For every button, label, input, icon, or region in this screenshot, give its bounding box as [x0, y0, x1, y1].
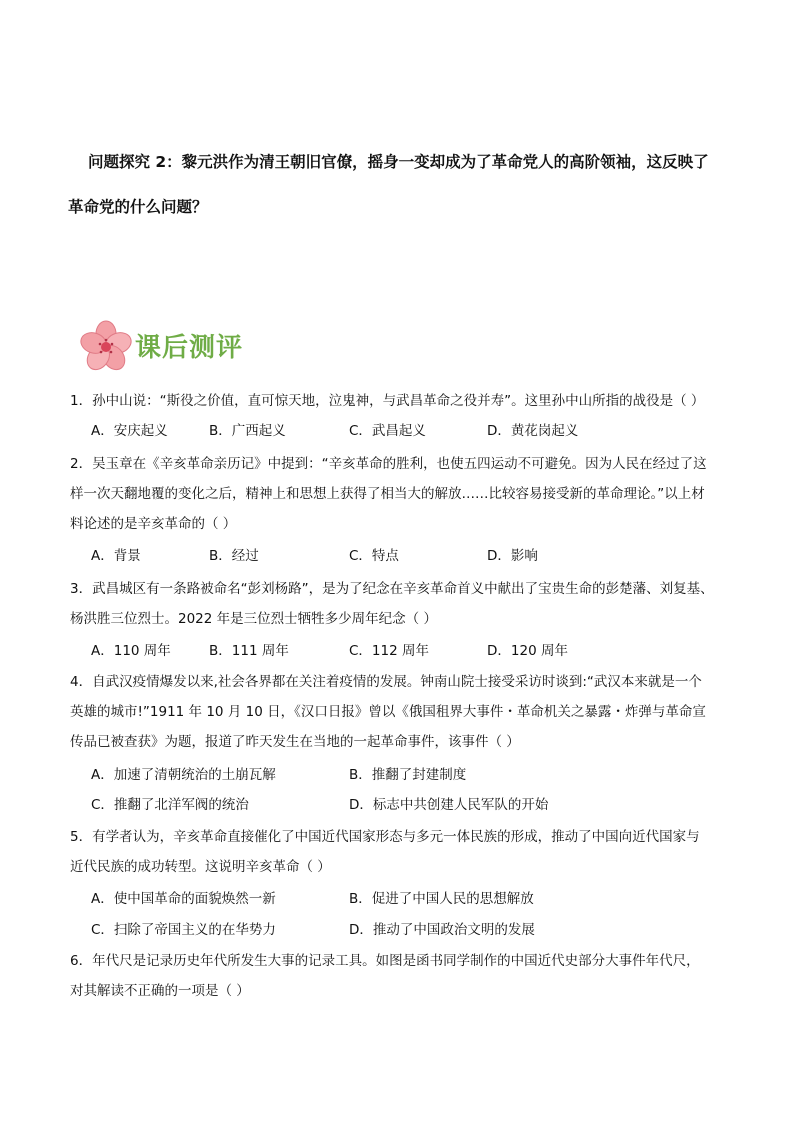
- options-row: [91, 884, 751, 914]
- option-d[interactable]: D．标志中共创建人民军队的开始: [349, 797, 549, 813]
- question-text: 2．吴玉章在《辛亥革命亲历记》中提到：“辛亥革命的胜利，也使五四运动不可避免。因为人民在经过了这: [70, 456, 707, 472]
- question-text: 英雄的城市!”1911 年 10 月 10 日，《汉口日报》曾以《俄国租界大事件・革命机关之暴露・炸弹与革命宣: [70, 704, 706, 720]
- option-d[interactable]: D．黄花岗起义: [487, 423, 579, 439]
- option-c[interactable]: C．特点: [349, 548, 399, 564]
- question-text: 近代民族的成功转型。这说明辛亥革命（ ）: [70, 859, 331, 875]
- option-b[interactable]: B．111 周年: [209, 643, 289, 659]
- question-3: [70, 574, 738, 634]
- question-text: 料论述的是辛亥革命的（ ）: [70, 516, 237, 532]
- option-b[interactable]: B．促进了中国人民的思想解放: [349, 891, 534, 907]
- options-row: [91, 915, 751, 945]
- question-text: 3．武昌城区有一条路被命名“彭刘杨路”，是为了纪念在辛亥革命首义中献出了宝贵生命的彭楚藩、刘复基、: [70, 581, 714, 597]
- section-title: 课后测评: [135, 333, 244, 363]
- options-row: [91, 790, 751, 820]
- option-b[interactable]: B．经过: [209, 548, 259, 564]
- option-c[interactable]: C．推翻了北洋军阀的统治: [91, 797, 249, 813]
- question-text: 6．年代尺是记录历史年代所发生大事的记录工具。如图是函书同学制作的中国近代史部分大事件年代尺，: [70, 953, 700, 969]
- option-d[interactable]: D．120 周年: [487, 643, 568, 659]
- option-d[interactable]: D．推动了中国政治文明的发展: [349, 922, 535, 938]
- option-c[interactable]: C．扫除了帝国主义的在华势力: [91, 922, 276, 938]
- option-b[interactable]: B．推翻了封建制度: [349, 767, 467, 783]
- inquiry-line: 革命党的什么问题？: [68, 198, 208, 216]
- question-text: 对其解读不正确的一项是（ ）: [70, 983, 250, 999]
- question-text: 5．有学者认为，辛亥革命直接催化了中国近代国家形态与多元一体民族的形成，推动了中国向近代国家与: [70, 829, 700, 845]
- question-text: 4．自武汉疫情爆发以来,社会各界都在关注着疫情的发展。钟南山院士接受采访时谈到:“武汉本来就是一个: [70, 674, 702, 690]
- inquiry-line: 问题探究 2：黎元洪作为清王朝旧官僚，摇身一变却成为了革命党人的高阶领袖，这反映了: [88, 153, 709, 171]
- option-c[interactable]: C．112 周年: [349, 643, 429, 659]
- option-a[interactable]: A．加速了清朝统治的土崩瓦解: [91, 767, 276, 783]
- option-d[interactable]: D．影响: [487, 548, 538, 564]
- question-4: [70, 667, 738, 757]
- option-a[interactable]: A．背景: [91, 548, 141, 564]
- options-row: [91, 541, 751, 571]
- question-text: 样一次天翻地覆的变化之后，精神上和思想上获得了相当大的解放……比较容易接受新的革命理论。”以上材: [70, 486, 705, 502]
- option-a[interactable]: A．安庆起义: [91, 423, 168, 439]
- option-a[interactable]: A．110 周年: [91, 643, 171, 659]
- options-row: [91, 416, 751, 446]
- question-6: [70, 946, 738, 1006]
- option-c[interactable]: C．武昌起义: [349, 423, 426, 439]
- section-header: [78, 318, 378, 374]
- question-2: [70, 449, 738, 539]
- flower-icon: [78, 318, 134, 374]
- question-text: 杨洪胜三位烈士。2022 年是三位烈士牺牲多少周年纪念（ ）: [70, 611, 437, 627]
- option-a[interactable]: A．使中国革命的面貌焕然一新: [91, 891, 276, 907]
- options-row: [91, 636, 751, 666]
- question-1: [70, 386, 738, 416]
- option-b[interactable]: B．广西起义: [209, 423, 286, 439]
- question-text: 传品已被查获》为题，报道了昨天发生在当地的一起革命事件，该事件（ ）: [70, 734, 520, 750]
- options-row: [91, 760, 751, 790]
- question-5: [70, 822, 738, 882]
- inquiry-question: [68, 140, 738, 230]
- question-text: 1．孙中山说：“斯役之价值，直可惊天地，泣鬼神，与武昌革命之役并寿”。这里孙中山所指的战役是（ ）: [70, 393, 705, 409]
